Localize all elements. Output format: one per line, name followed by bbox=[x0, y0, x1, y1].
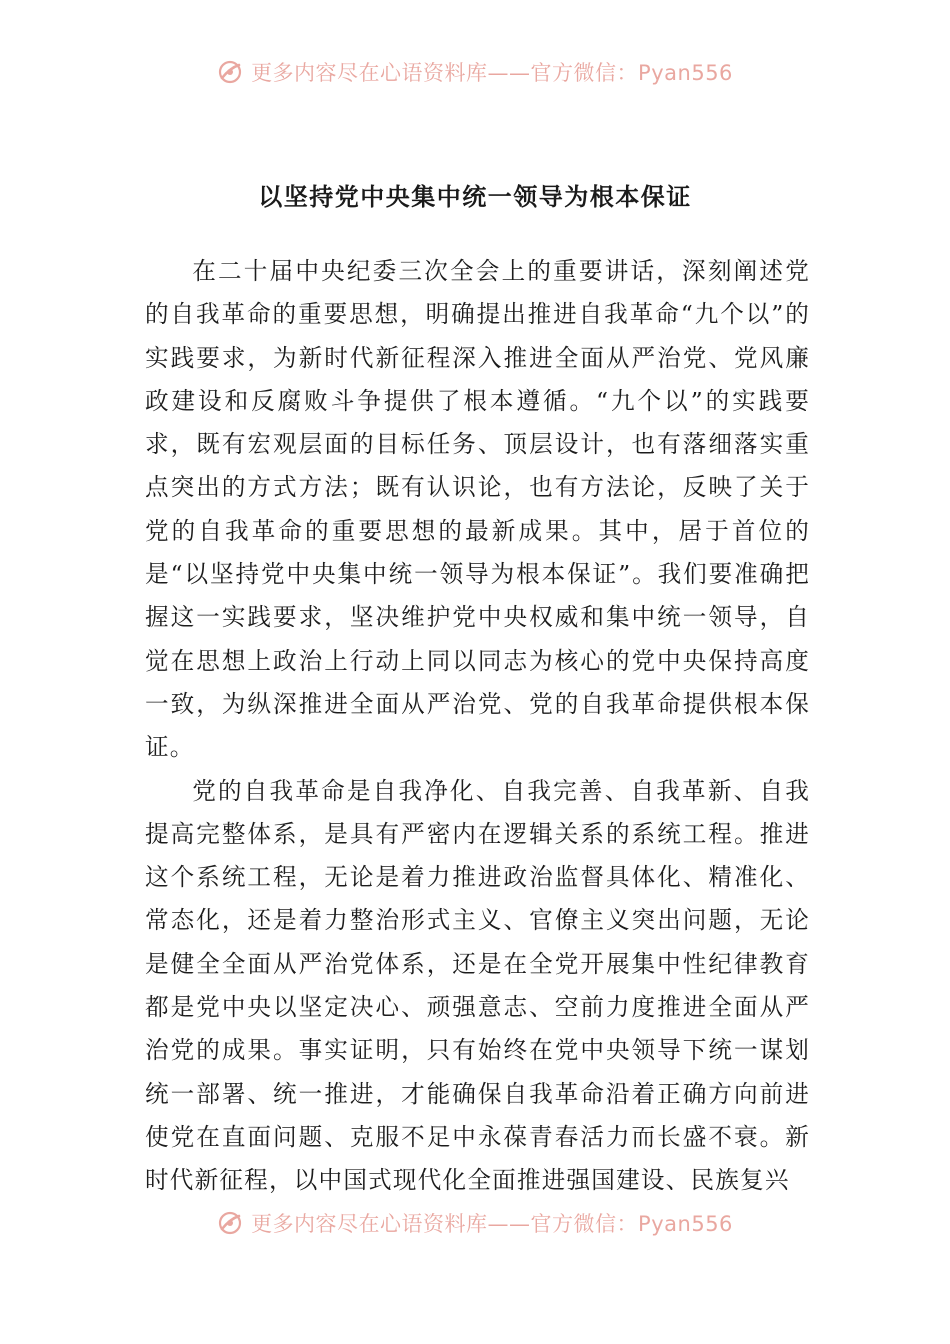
paragraph: 党的自我革命是自我净化、自我完善、自我革新、自我提高完整体系，是具有严密内在逻辑关系的系统工程。推进这个系统工程，无论是着力推进政治监督具体化、精准化、常态化，还是着力整治形式主义、官僚主义突出问题，无论是健全全面从严治党体系，还是在全党开展集中性纪律教育都是党中央以坚定决心、顽强意志、空前力度推进全面从严治党的成果。事实证明，只有始终在党中央领导下统一谋划统一部署、统一推进，才能确保自我革命沿着正确方向前进使党在直面问题、克服不足中永葆青春活力而长盛不衰。新时代新征程，以中国式现代化全面推进强国建设、民族复兴 bbox=[145, 776, 810, 1195]
watermark-text: 更多内容尽在心语资料库——官方微信：Pyan556 bbox=[251, 1212, 733, 1236]
paragraph: 在二十届中央纪委三次全会上的重要讲话，深刻阐述党的自我革命的重要思想，明确提出推进自我革命“九个以”的实践要求，为新时代新征程深入推进全面从严治党、党风廉政建设和反腐败斗争提供了根本遵循。“九个以”的实践要求，既有宏观层面的目标任务、顶层设计，也有落细落实重点突出的方式方法；既有认识论，也有方法论，反映了关于党的自我革命的重要思想的最新成果。其中，居于首位的是“以坚持党中央集中统一领导为根本保证”。我们要准确把握这一实践要求，坚决维护党中央权威和集中统一领导，自觉在思想上政治上行动上同以同志为核心的党中央保持高度一致，为纵深推进全面从严治党、党的自我革命提供根本保证。 bbox=[145, 257, 810, 762]
header-watermark bbox=[0, 55, 950, 89]
document-body bbox=[145, 250, 810, 1203]
document-title: 以坚持党中央集中统一领导为根本保证 bbox=[258, 182, 692, 212]
watermark-logo-icon bbox=[217, 1210, 243, 1236]
footer-watermark bbox=[0, 1206, 950, 1240]
watermark-logo-icon bbox=[217, 59, 243, 85]
watermark-text: 更多内容尽在心语资料库——官方微信：Pyan556 bbox=[251, 61, 733, 85]
